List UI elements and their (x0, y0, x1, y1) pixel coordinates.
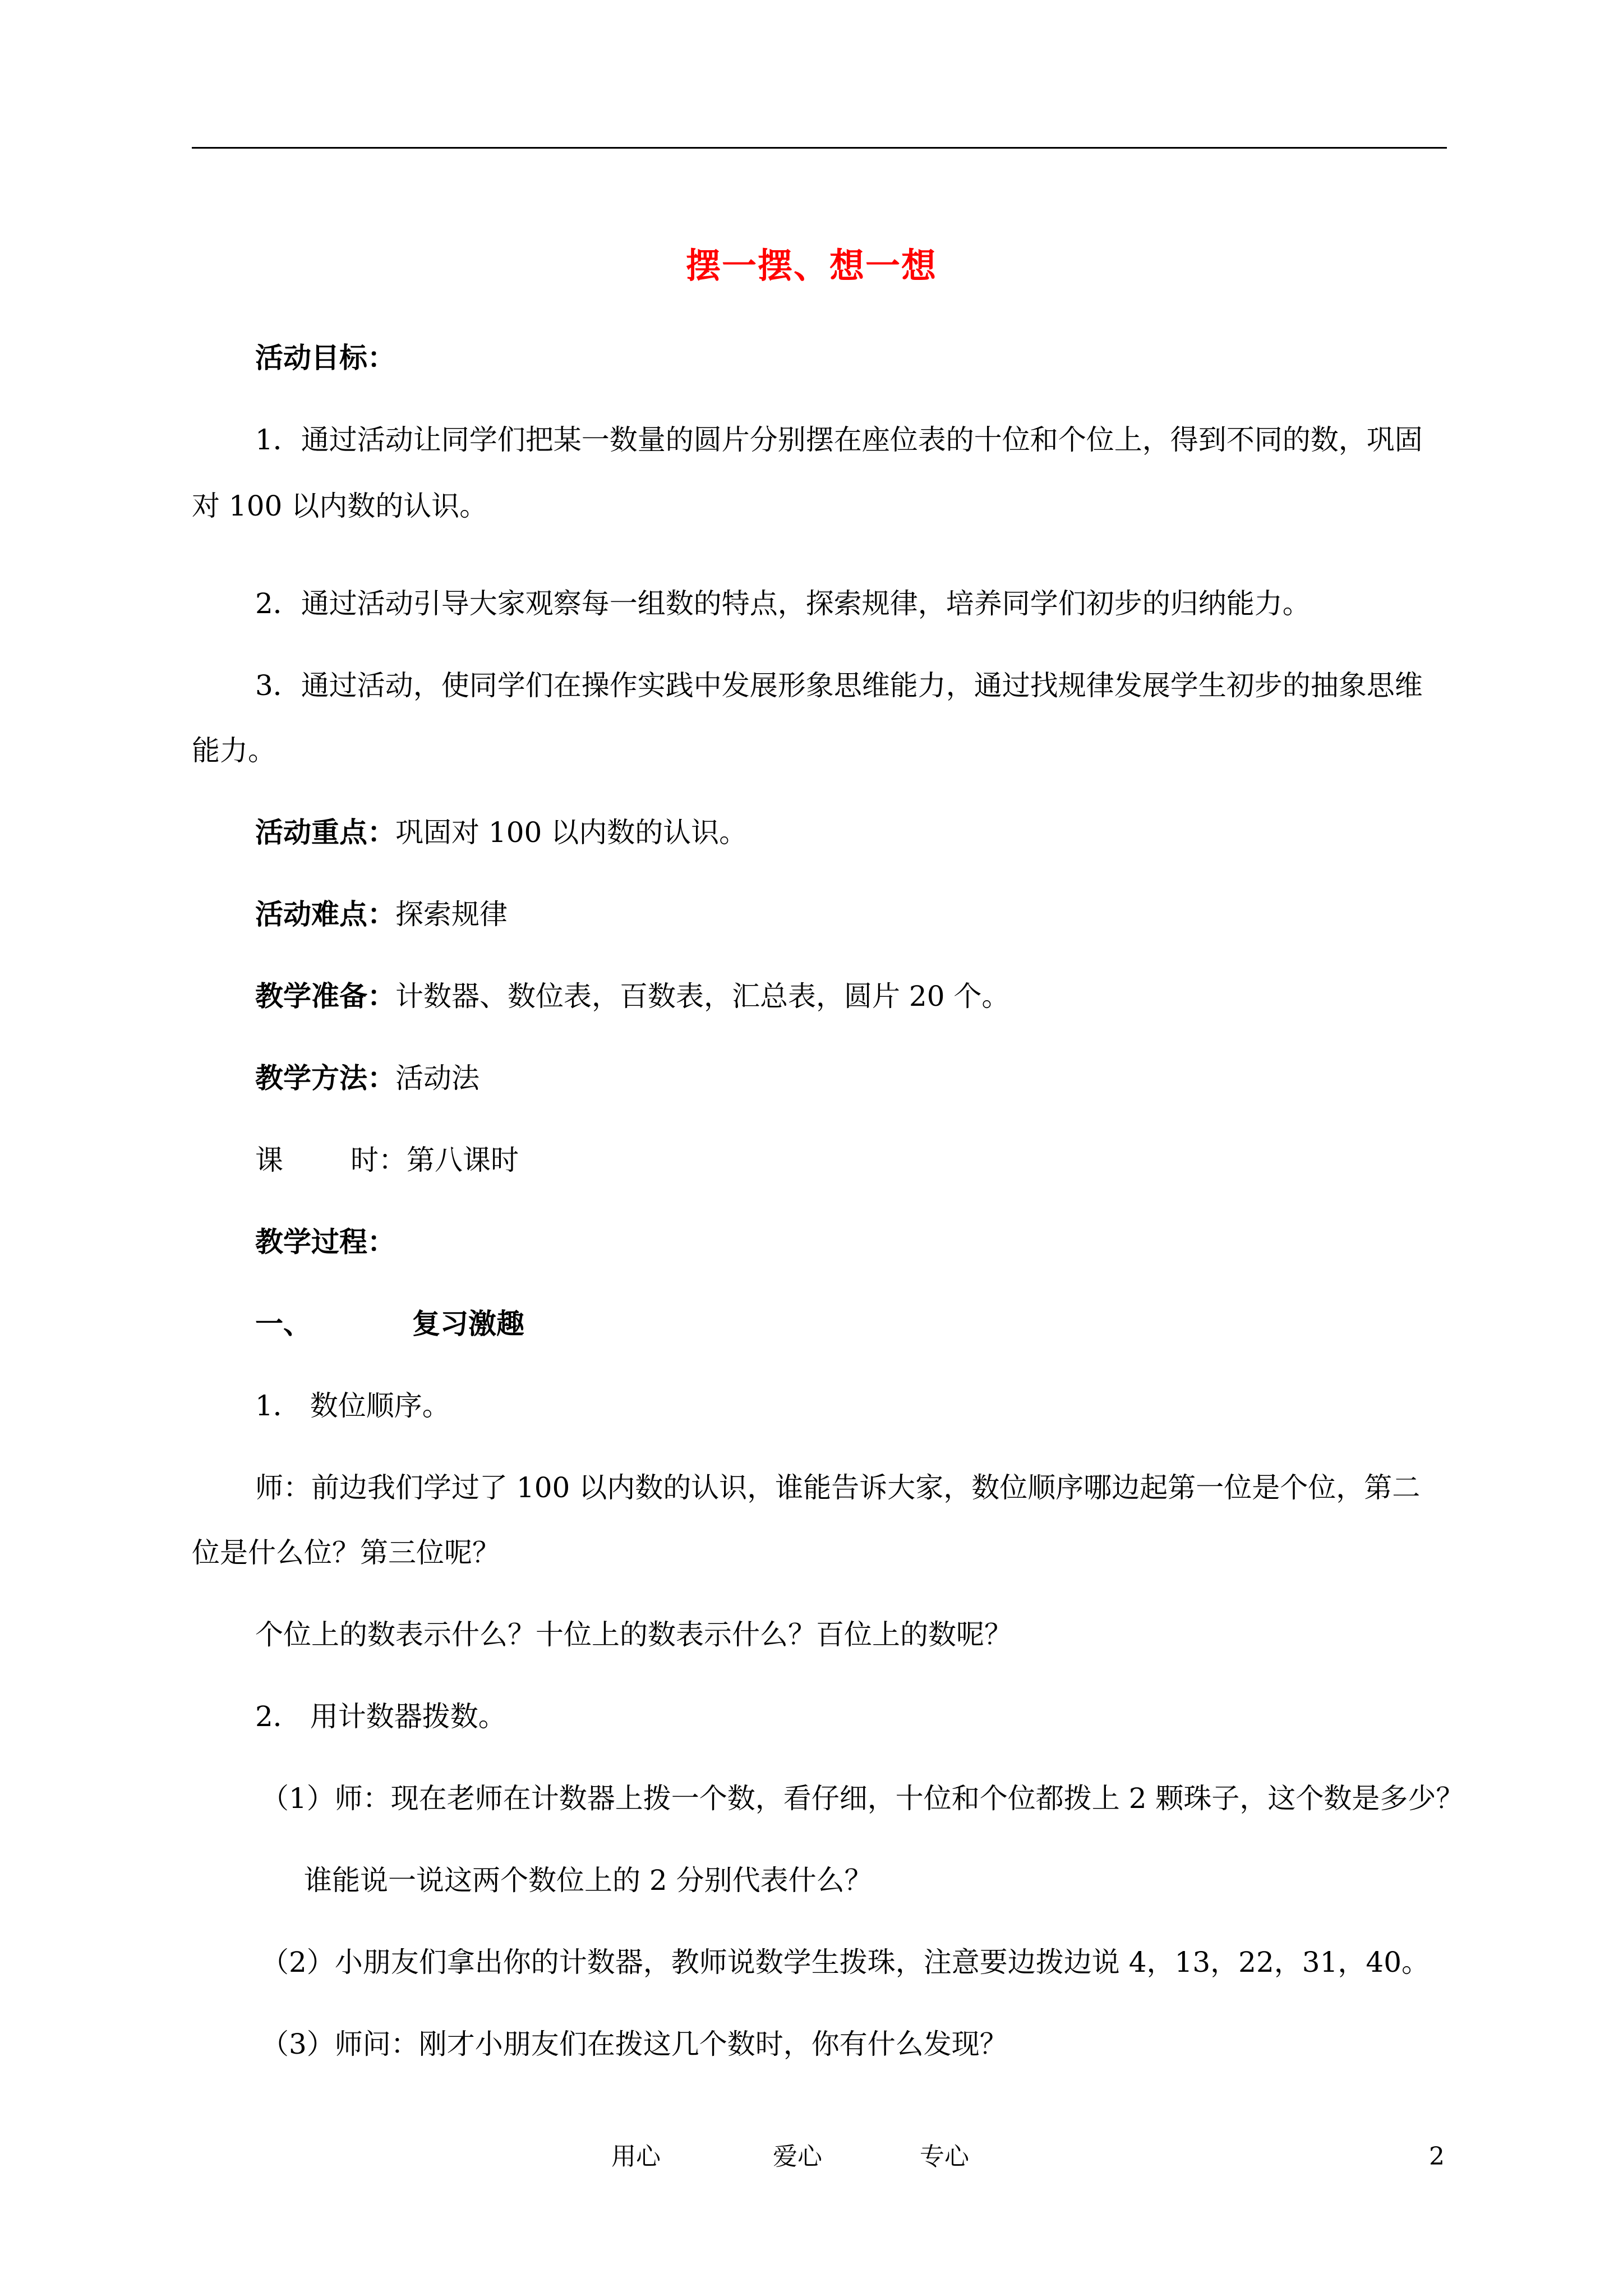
preparation-text: 计数器、数位表，百数表，汇总表，圆片 20 个。 (395, 980, 1010, 1013)
key-point-text: 巩固对 100 以内数的认识。 (395, 816, 748, 849)
key-point (255, 815, 747, 850)
method (255, 1060, 479, 1096)
period-text: 第八课时 (407, 1144, 519, 1176)
objective-line: 3．通过活动，使同学们在操作实践中发展形象思维能力，通过找规律发展学生初步的抽象思维 (255, 669, 1423, 702)
method-text: 活动法 (395, 1062, 479, 1094)
body-line: 师：前边我们学过了 100 以内数的认识，谁能告诉大家，数位顺序哪边起第一位是个位，第二 (255, 1471, 1421, 1504)
header-rule (192, 147, 1447, 149)
footer-middle: 爱心 (773, 2142, 822, 2171)
page-number: 2 (1429, 2142, 1445, 2171)
body-line: （3）师问：刚才小朋友们在拨这几个数时，你有什么发现？ (261, 2028, 1008, 2060)
difficulty-label: 活动难点： (255, 898, 395, 931)
difficulty (255, 896, 508, 932)
objective-line: 2．通过活动引导大家观察每一组数的特点，探索规律，培养同学们初步的归纳能力。 (255, 587, 1311, 620)
page-title: 摆一摆、想一想 (685, 245, 937, 286)
body-line: 位是什么位？第三位呢？ (192, 1536, 500, 1569)
body-line: 1． 数位顺序。 (255, 1389, 450, 1422)
preparation (255, 978, 1009, 1014)
objectives-label: 活动目标： (255, 342, 395, 374)
body-line: （1）师：现在老师在计数器上拨一个数，看仔细，十位和个位都拨上 2 颗珠子，这个数是多少？ (261, 1782, 1464, 1815)
objective-line: 能力。 (192, 734, 276, 767)
period-label-a: 课 (255, 1144, 283, 1176)
section-title: 复习激趣 (412, 1308, 524, 1340)
footer-right: 专心 (920, 2142, 969, 2171)
body-line: 谁能说一说这两个数位上的 2 分别代表什么？ (304, 1864, 873, 1897)
process-label: 教学过程： (255, 1226, 395, 1258)
period-label-b: 时： (351, 1144, 407, 1176)
period (255, 1142, 519, 1178)
objective-line: 对 100 以内数的认识。 (192, 490, 488, 522)
body-line: 个位上的数表示什么？十位上的数表示什么？百位上的数呢？ (255, 1618, 1012, 1651)
objective-line: 1．通过活动让同学们把某一数量的圆片分别摆在座位表的十位和个位上，得到不同的数，巩固 (255, 424, 1423, 456)
key-point-label: 活动重点： (255, 816, 395, 849)
method-label: 教学方法： (255, 1062, 395, 1094)
section-number: 一、 (255, 1308, 311, 1340)
preparation-label: 教学准备： (255, 980, 395, 1013)
footer-left: 用心 (611, 2142, 661, 2171)
section-heading (255, 1306, 524, 1342)
body-line: 2． 用计数器拨数。 (255, 1700, 506, 1733)
body-line: （2）小朋友们拿出你的计数器，教师说数学生拨珠，注意要边拨边说 4，13，22，31，40。 (261, 1946, 1430, 1978)
difficulty-text: 探索规律 (395, 898, 508, 931)
